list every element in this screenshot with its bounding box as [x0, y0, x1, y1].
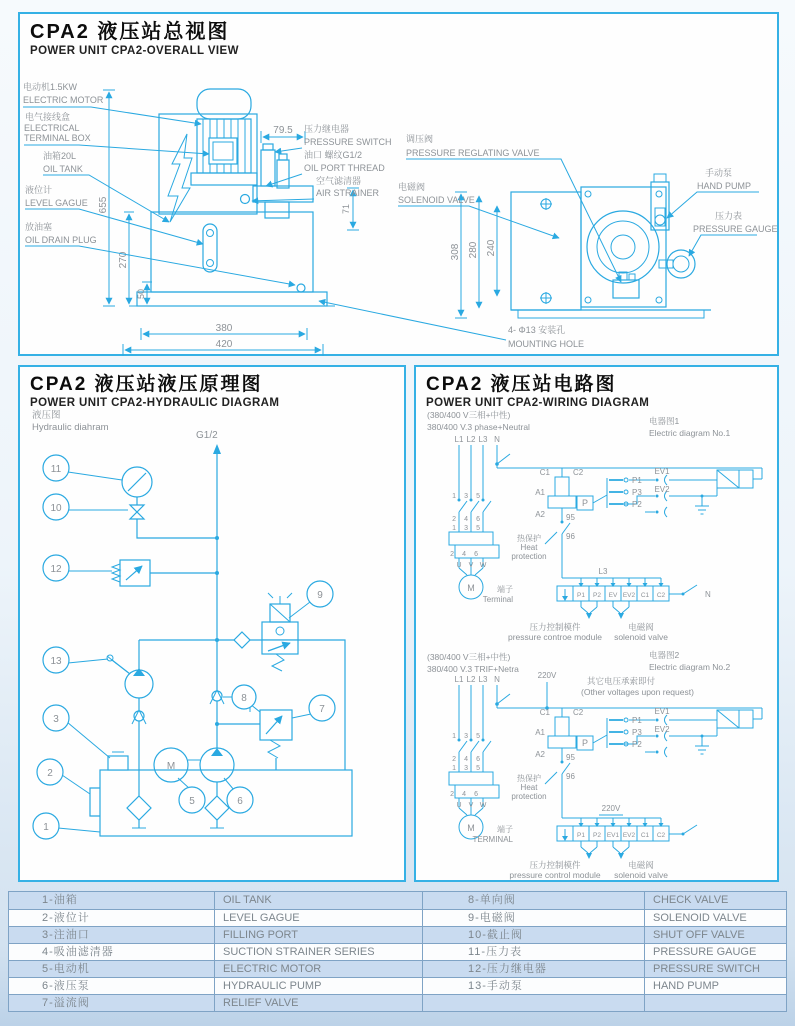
label-sol-en: SOLENOID VALVE [398, 195, 475, 205]
d2-strip-c2: C2 [656, 832, 666, 839]
d2-supply-en: 380/400 V.3 TRIF+Netra [427, 664, 519, 674]
d1-terminal-cn: 端子 [497, 585, 513, 594]
level-gauge-symbol [203, 224, 217, 272]
d1-L1: L1 [454, 435, 464, 444]
d2-pcm-en: pressure control module [509, 870, 601, 880]
part-cn: 4-吸油滤清器 [42, 946, 114, 958]
part-cn: 2-液位计 [42, 912, 90, 924]
dim-79-5: 79.5 [273, 125, 293, 136]
d2-heat-en2: protection [511, 792, 547, 801]
table-row [9, 960, 786, 977]
d1-L2: L2 [466, 435, 476, 444]
balloon-1: 1 [43, 822, 49, 833]
label-tbox-cn: 电气接线盒 [25, 112, 71, 122]
hydraulic-header [20, 367, 404, 409]
suction-strainer-symbol [205, 796, 229, 820]
manifold-body [581, 187, 666, 307]
d1-strip-p2: P2 [593, 592, 601, 599]
wiring-diagram-2-geometry [449, 685, 762, 859]
d2-heat-cn: 热保护 [517, 774, 541, 783]
port-label: G1/2 [196, 430, 218, 441]
d1-96: 96 [566, 532, 575, 541]
label-tank-en: OIL TANK [43, 164, 83, 174]
d1-c4n: 4 [464, 516, 468, 523]
balloon-8: 8 [241, 693, 247, 704]
part-en [644, 995, 786, 1011]
d1-N: N [494, 435, 500, 444]
d1-U: U [456, 562, 462, 569]
drain-plug-symbol [297, 284, 305, 292]
lightning-bolt-icon [168, 134, 192, 222]
d2-L2: L2 [466, 675, 476, 684]
part-en: RELIEF VALVE [214, 995, 422, 1011]
d2-U: U [456, 802, 462, 809]
part-en: LEVEL GAGUE [214, 910, 422, 926]
d2-N: N [494, 675, 500, 684]
label-port-cn: 油口 螺纹G1/2 [304, 150, 363, 160]
d2-P2: P2 [632, 740, 642, 749]
d1-P3: P3 [632, 488, 642, 497]
d2-terminal-cn: 端子 [497, 825, 513, 834]
part-en: PRESSURE GAUGE [644, 944, 786, 960]
part-cn: 8-单向阀 [422, 892, 644, 909]
balloon-5: 5 [189, 796, 195, 807]
d1-sol-en: solenoid valve [614, 632, 668, 642]
shut-off-valve-symbol [130, 505, 144, 519]
d2-supply-cn: (380/400 V三相+中性) [427, 652, 511, 662]
label-level-cn: 液位计 [25, 185, 53, 195]
dim-420: 420 [215, 339, 233, 350]
part-cn: 10-截止阀 [422, 927, 644, 943]
top-view-drawing [511, 174, 711, 318]
wiring-diagram-2-labels [427, 650, 731, 880]
dim-280: 280 [468, 241, 479, 259]
d1-o2: 2 [450, 551, 454, 558]
part-en: CHECK VALVE [644, 892, 786, 909]
d1-A1: A1 [535, 488, 545, 497]
d2-terminal-en: TERMINAL [472, 835, 513, 844]
balloon-12: 12 [50, 564, 62, 575]
solenoid-valve-symbol [262, 593, 298, 671]
part-en: HAND PUMP [644, 978, 786, 994]
d1-c5n: 5 [476, 493, 480, 500]
table-row [9, 909, 786, 926]
tank-symbol [151, 212, 313, 292]
balloon-7: 7 [319, 704, 325, 715]
suction-strainer-symbol-2 [127, 796, 151, 820]
part-cn: 5-电动机 [42, 963, 90, 975]
label-motor-cn: 电动机1.5KW [23, 82, 78, 92]
label-reg-cn: 调压阀 [406, 134, 434, 144]
base-plate [137, 292, 327, 306]
part-cn [422, 995, 644, 1011]
d2-L3: L3 [478, 675, 488, 684]
d2-c2n: 2 [452, 756, 456, 763]
wiring-header [416, 367, 777, 409]
d1-P2: P2 [632, 500, 642, 509]
label-air-cn: 空气滤清器 [316, 176, 362, 186]
label-motor-en: ELECTRIC MOTOR [23, 95, 104, 105]
d1-strip-ev: EV [608, 592, 618, 599]
d1-sol-cn: 电磁阀 [628, 622, 654, 632]
wiring-diagram-1-geometry [449, 445, 762, 619]
part-cn: 6-液压泵 [42, 980, 90, 992]
d1-terminal-en: Terminal [482, 595, 513, 604]
part-en: FILLING PORT [214, 927, 422, 943]
front-view-labels [23, 81, 584, 349]
table-row [9, 994, 786, 1011]
dim-240: 240 [486, 239, 497, 257]
d1-pcm-en: pressure controe module [507, 632, 603, 642]
d1-o1: 1 [452, 525, 456, 532]
d2-L1: L1 [454, 675, 464, 684]
wiring-panel [414, 365, 779, 882]
d2-sol-cn: 电磁阀 [628, 860, 654, 870]
part-cn: 12-压力继电器 [422, 961, 644, 977]
d1-95: 95 [566, 513, 575, 522]
d2-P: P [581, 738, 589, 748]
relief-valve-symbol [250, 704, 292, 758]
d1-c1n: 1 [452, 493, 456, 500]
wiring-diagram-1-labels [427, 410, 731, 642]
dim-270: 270 [118, 251, 129, 269]
d1-L3: L3 [478, 435, 488, 444]
d2-M: M [467, 823, 475, 833]
top-view-dimensions [450, 192, 497, 318]
hydraulic-sub-cn: 液压图 [32, 410, 61, 421]
d1-M: M [467, 583, 475, 593]
part-en: ELECTRIC MOTOR [214, 961, 422, 977]
part-cn: 7-溢流阀 [42, 997, 90, 1009]
label-drain-cn: 放油塞 [25, 222, 53, 232]
d1-heat-en2: protection [511, 552, 547, 561]
table-row [9, 926, 786, 943]
pressure-gauge-symbol [122, 467, 152, 497]
label-tank-cn: 油箱20L [43, 151, 77, 161]
d1-o6: 6 [474, 551, 478, 558]
label-tbox-en2: TERMINAL BOX [24, 133, 91, 143]
base-edge [518, 310, 704, 318]
oil-port-symbol [241, 195, 250, 204]
part-en: PRESSURE SWITCH [644, 961, 786, 977]
d2-strip-p1: P1 [577, 832, 585, 839]
d2-96: 96 [566, 772, 575, 781]
d2-strip-p2: P2 [593, 832, 601, 839]
label-hand-en: HAND PUMP [697, 181, 752, 191]
label-gauge-en: PRESSURE GAUGE [693, 224, 778, 234]
overall-title-en: POWER UNIT CPA2-OVERALL VIEW [30, 45, 239, 57]
d1-name-cn: 电器图1 [649, 416, 680, 426]
d2-c1n: 1 [452, 733, 456, 740]
part-en: SOLENOID VALVE [644, 910, 786, 926]
d2-P1: P1 [632, 716, 642, 725]
d2-V: V [468, 802, 474, 809]
d1-o5: 5 [476, 525, 480, 532]
table-row [9, 892, 786, 909]
part-en: HYDRAULIC PUMP [214, 978, 422, 994]
d1-C2: C2 [573, 468, 584, 477]
d1-o4: 4 [462, 551, 466, 558]
d2-A1: A1 [535, 728, 545, 737]
wiring-title-cn: CPA2 液压站电路图 [426, 374, 617, 395]
part-en: OIL TANK [214, 892, 422, 909]
d2-95: 95 [566, 753, 575, 762]
part-cn: 13-手动泵 [422, 978, 644, 994]
d2-c6n: 6 [476, 756, 480, 763]
label-reg-en: PRESSURE REGLATING VALVE [406, 148, 540, 158]
label-mount-en: MOUNTING HOLE [508, 339, 585, 349]
d1-C1: C1 [539, 468, 550, 477]
dim-71: 71 [341, 203, 351, 215]
d1-P1: P1 [632, 476, 642, 485]
d1-supply-en: 380/400 V.3 phase+Neutral [427, 422, 530, 432]
d2-EV1: EV1 [654, 707, 670, 716]
label-air-en: AIR STRAINER [316, 188, 380, 198]
balloon-3: 3 [53, 714, 59, 725]
d1-strip-c1: C1 [640, 592, 650, 599]
dim-655: 655 [98, 196, 109, 214]
d1-W: W [479, 562, 487, 569]
hydraulic-circuit [90, 444, 352, 836]
hydraulic-title-en: POWER UNIT CPA2-HYDRAULIC DIAGRAM [30, 396, 280, 409]
d1-V: V [468, 562, 474, 569]
part-en: SHUT OFF VALVE [644, 927, 786, 943]
balloon-9: 9 [317, 590, 323, 601]
d1-c3n: 3 [464, 493, 468, 500]
hydraulic-diagram [20, 408, 404, 882]
hydraulic-title-cn: CPA2 液压站液压原理图 [30, 374, 263, 395]
pump-cylinder-2 [277, 160, 289, 188]
hydraulic-sub-en: Hydraulic diahram [32, 422, 109, 433]
overall-title-cn: CPA2 液压站总视图 [30, 21, 230, 43]
balloon-10: 10 [50, 503, 62, 514]
d2-A2: A2 [535, 750, 545, 759]
d2-other-cn: 其它电压承索即付 [587, 676, 656, 686]
part-cn: 3-注油口 [42, 929, 90, 941]
filling-port-symbol [108, 756, 128, 770]
label-level-en: LEVEL GAGUE [25, 198, 88, 208]
d1-EV2: EV2 [654, 485, 670, 494]
d2-C1: C1 [539, 708, 550, 717]
d1-N-end: N [705, 590, 711, 599]
motor-m-label: M [166, 761, 176, 772]
label-gauge-cn: 压力表 [715, 211, 743, 221]
level-gauge-symbol [90, 788, 100, 816]
table-row [9, 977, 786, 994]
label-hand-cn: 手动泵 [705, 168, 733, 178]
d1-strip-p1: P1 [577, 592, 585, 599]
d2-strip-ev1: EV1 [606, 832, 620, 839]
overall-view-header [20, 14, 777, 57]
d2-name-en: Electric diagram No.2 [649, 662, 731, 672]
d2-o6: 6 [474, 791, 478, 798]
d1-P: P [581, 498, 589, 508]
d2-pcm-cn: 压力控制模件 [529, 860, 581, 870]
d1-heat-en1: Heat [520, 543, 538, 552]
part-cn: 11-压力表 [422, 944, 644, 960]
overall-view-panel [18, 12, 779, 356]
d2-220v-top: 220V [537, 671, 557, 680]
d2-o2: 2 [450, 791, 454, 798]
d2-o5: 5 [476, 765, 480, 772]
d2-o3: 3 [464, 765, 468, 772]
d1-EV1: EV1 [654, 467, 670, 476]
dim-380: 380 [215, 323, 233, 334]
label-tbox-en1: ELECTRICAL [24, 123, 80, 133]
d2-c4n: 4 [464, 756, 468, 763]
label-pswitch-en: PRESSURE SWITCH [304, 137, 392, 147]
d1-c6n: 6 [476, 516, 480, 523]
balloon-11: 11 [50, 464, 62, 475]
d2-name-cn: 电器图2 [649, 650, 680, 660]
d2-220v-bottom: 220V [601, 804, 621, 813]
d1-A2: A2 [535, 510, 545, 519]
part-cn: 9-电磁阀 [422, 910, 644, 926]
dim-308: 308 [450, 243, 461, 261]
dim-50: 50 [136, 288, 146, 300]
label-mount-cn: 4- Φ13 安装孔 [508, 325, 566, 335]
d2-sol-en: solenoid valve [614, 870, 668, 880]
hydraulic-panel [18, 365, 406, 882]
table-row [9, 943, 786, 960]
d2-o1: 1 [452, 765, 456, 772]
balloon-2: 2 [47, 768, 53, 779]
filter-symbol [234, 632, 250, 648]
pressure-gauge-symbol [667, 250, 695, 278]
d2-c5n: 5 [476, 733, 480, 740]
label-sol-cn: 电磁阀 [398, 182, 426, 192]
d2-heat-en1: Heat [520, 783, 538, 792]
d2-EV2: EV2 [654, 725, 670, 734]
parts-table [8, 891, 787, 1012]
d1-pcm-cn: 压力控制模件 [529, 622, 581, 632]
d1-o3: 3 [464, 525, 468, 532]
d1-strip-c2: C2 [656, 592, 666, 599]
overall-view-drawing [21, 60, 777, 356]
d1-L3-tap: L3 [598, 567, 608, 576]
label-port-en: OIL PORT THREAD [304, 163, 385, 173]
pressure-switch-symbol [112, 560, 150, 586]
d1-c2n: 2 [452, 516, 456, 523]
d1-name-en: Electric diagram No.1 [649, 428, 731, 438]
label-drain-en: OIL DRAIN PLUG [25, 235, 97, 245]
d2-other-en: (Other voltages upon request) [581, 687, 694, 697]
d1-heat-cn: 热保护 [517, 534, 541, 543]
part-cn: 1-油箱 [42, 894, 78, 906]
air-strainer-symbol [265, 202, 289, 218]
d2-C2: C2 [573, 708, 584, 717]
d2-c3n: 3 [464, 733, 468, 740]
balloon-13: 13 [50, 656, 62, 667]
d2-W: W [479, 802, 487, 809]
d2-o4: 4 [462, 791, 466, 798]
d2-P3: P3 [632, 728, 642, 737]
label-pswitch-cn: 压力继电器 [304, 124, 350, 134]
part-en: SUCTION STRAINER SERIES [214, 944, 422, 960]
d2-strip-ev2: EV2 [622, 832, 636, 839]
d1-strip-ev2: EV2 [622, 592, 636, 599]
motor-base [191, 173, 257, 185]
d1-supply-cn: (380/400 V三相+中性) [427, 410, 511, 420]
wiring-diagrams [417, 408, 778, 882]
d2-strip-c1: C1 [640, 832, 650, 839]
wiring-title-en: POWER UNIT CPA2-WIRING DIAGRAM [426, 396, 650, 409]
balloon-6: 6 [237, 796, 243, 807]
pump-cylinder [261, 150, 275, 186]
